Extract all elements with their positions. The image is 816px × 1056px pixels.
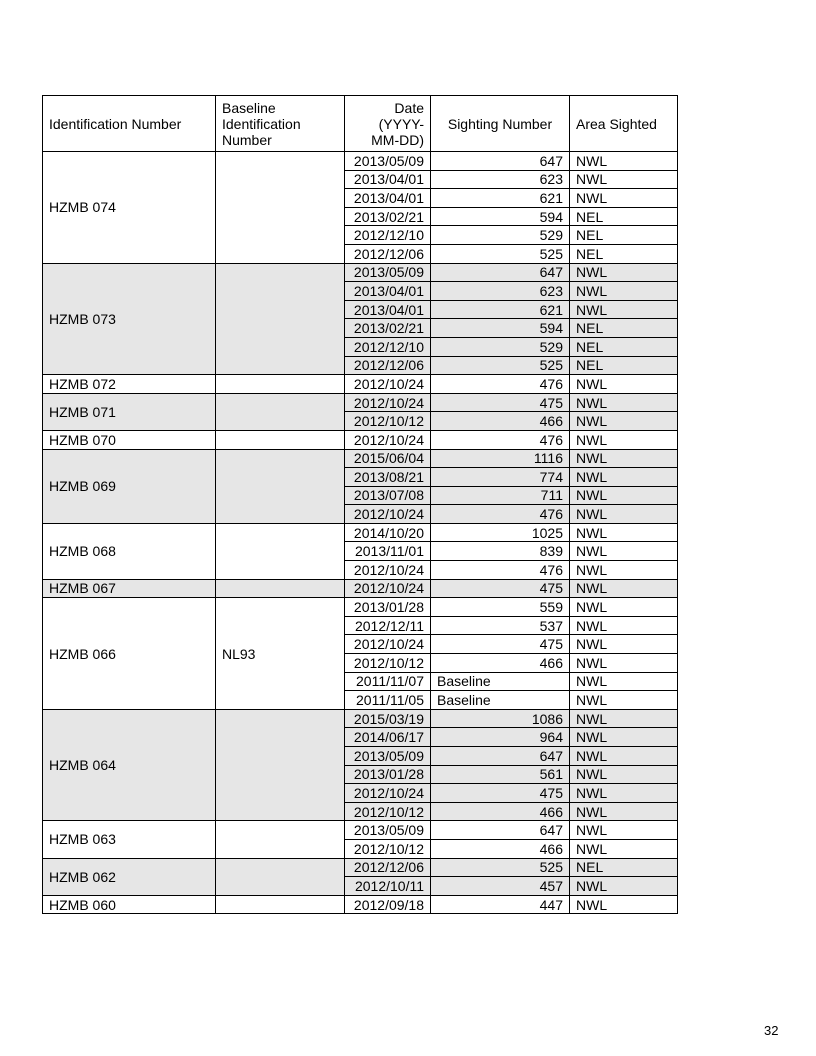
date-cell: 2013/07/08 bbox=[345, 486, 431, 505]
date-cell: 2013/04/01 bbox=[345, 189, 431, 208]
sightings-table bbox=[42, 95, 678, 914]
date-cell: 2012/12/06 bbox=[345, 858, 431, 877]
sighting-number-cell: 475 bbox=[431, 579, 570, 598]
area-sighted-cell: NWL bbox=[570, 189, 678, 208]
sighting-number-cell: 476 bbox=[431, 561, 570, 580]
baseline-identification-cell bbox=[216, 821, 345, 858]
area-sighted-cell: NWL bbox=[570, 393, 678, 412]
baseline-identification-cell bbox=[216, 579, 345, 598]
date-cell: 2012/12/11 bbox=[345, 616, 431, 635]
area-sighted-cell: NWL bbox=[570, 616, 678, 635]
date-cell: 2013/05/09 bbox=[345, 747, 431, 766]
area-sighted-cell: NWL bbox=[570, 505, 678, 524]
area-sighted-cell: NWL bbox=[570, 895, 678, 914]
area-sighted-cell: NWL bbox=[570, 579, 678, 598]
date-cell: 2012/09/18 bbox=[345, 895, 431, 914]
header-area-sighted: Area Sighted bbox=[570, 96, 678, 152]
area-sighted-cell: NEL bbox=[570, 207, 678, 226]
date-cell: 2012/10/24 bbox=[345, 784, 431, 803]
header-sighting-number: Sighting Number bbox=[431, 96, 570, 152]
identification-number-cell: HZMB 071 bbox=[43, 393, 216, 430]
date-cell: 2013/01/28 bbox=[345, 765, 431, 784]
sighting-number-cell: 447 bbox=[431, 895, 570, 914]
date-cell: 2011/11/05 bbox=[345, 691, 431, 710]
date-cell: 2012/10/12 bbox=[345, 654, 431, 673]
area-sighted-cell: NEL bbox=[570, 226, 678, 245]
area-sighted-cell: NWL bbox=[570, 821, 678, 840]
header-identification-number: Identification Number bbox=[43, 96, 216, 152]
identification-number-cell: HZMB 068 bbox=[43, 523, 216, 579]
sighting-number-cell: 711 bbox=[431, 486, 570, 505]
table-row bbox=[43, 895, 678, 914]
sighting-number-cell: 647 bbox=[431, 263, 570, 282]
sighting-number-cell: 623 bbox=[431, 170, 570, 189]
table-row bbox=[43, 523, 678, 542]
date-cell: 2012/12/06 bbox=[345, 356, 431, 375]
date-cell: 2013/05/09 bbox=[345, 821, 431, 840]
date-cell: 2015/06/04 bbox=[345, 449, 431, 468]
sighting-number-cell: 525 bbox=[431, 356, 570, 375]
area-sighted-cell: NWL bbox=[570, 839, 678, 858]
table-row bbox=[43, 393, 678, 412]
area-sighted-cell: NWL bbox=[570, 598, 678, 617]
sighting-number-cell: 476 bbox=[431, 430, 570, 449]
sighting-number-cell: 621 bbox=[431, 300, 570, 319]
area-sighted-cell: NWL bbox=[570, 430, 678, 449]
identification-number-cell: HZMB 060 bbox=[43, 895, 216, 914]
identification-number-cell: HZMB 064 bbox=[43, 709, 216, 821]
area-sighted-cell: NWL bbox=[570, 765, 678, 784]
sighting-number-cell: 1116 bbox=[431, 449, 570, 468]
baseline-identification-cell bbox=[216, 449, 345, 523]
date-cell: 2014/06/17 bbox=[345, 728, 431, 747]
sighting-number-cell: 839 bbox=[431, 542, 570, 561]
area-sighted-cell: NWL bbox=[570, 877, 678, 896]
area-sighted-cell: NWL bbox=[570, 468, 678, 487]
table-row bbox=[43, 709, 678, 728]
area-sighted-cell: NWL bbox=[570, 654, 678, 673]
sighting-number-cell: 475 bbox=[431, 635, 570, 654]
date-cell: 2013/11/01 bbox=[345, 542, 431, 561]
header-date: Date (YYYY-MM-DD) bbox=[345, 96, 431, 152]
identification-number-cell: HZMB 063 bbox=[43, 821, 216, 858]
date-cell: 2012/10/24 bbox=[345, 430, 431, 449]
page-number: 32 bbox=[764, 1023, 779, 1038]
sighting-number-cell: 476 bbox=[431, 505, 570, 524]
identification-number-cell: HZMB 069 bbox=[43, 449, 216, 523]
date-cell: 2012/10/24 bbox=[345, 635, 431, 654]
identification-number-cell: HZMB 062 bbox=[43, 858, 216, 895]
date-cell: 2012/12/10 bbox=[345, 337, 431, 356]
area-sighted-cell: NWL bbox=[570, 282, 678, 301]
area-sighted-cell: NWL bbox=[570, 412, 678, 431]
area-sighted-cell: NWL bbox=[570, 728, 678, 747]
baseline-identification-cell bbox=[216, 263, 345, 375]
table-row bbox=[43, 263, 678, 282]
date-cell: 2012/10/11 bbox=[345, 877, 431, 896]
area-sighted-cell: NWL bbox=[570, 747, 678, 766]
date-cell: 2013/02/21 bbox=[345, 319, 431, 338]
area-sighted-cell: NWL bbox=[570, 784, 678, 803]
header-baseline-identification-number: Baseline Identification Number bbox=[216, 96, 345, 152]
table-row bbox=[43, 375, 678, 394]
identification-number-cell: HZMB 067 bbox=[43, 579, 216, 598]
sighting-number-cell: 466 bbox=[431, 654, 570, 673]
area-sighted-cell: NWL bbox=[570, 709, 678, 728]
identification-number-cell: HZMB 066 bbox=[43, 598, 216, 710]
date-cell: 2012/10/24 bbox=[345, 375, 431, 394]
sighting-number-cell: 457 bbox=[431, 877, 570, 896]
area-sighted-cell: NWL bbox=[570, 449, 678, 468]
area-sighted-cell: NWL bbox=[570, 523, 678, 542]
sighting-number-cell: 525 bbox=[431, 858, 570, 877]
sighting-number-cell: 529 bbox=[431, 226, 570, 245]
date-cell: 2013/05/09 bbox=[345, 263, 431, 282]
date-cell: 2013/08/21 bbox=[345, 468, 431, 487]
sighting-number-cell: 559 bbox=[431, 598, 570, 617]
baseline-identification-cell bbox=[216, 895, 345, 914]
baseline-identification-cell bbox=[216, 430, 345, 449]
sighting-number-cell: 623 bbox=[431, 282, 570, 301]
table-row bbox=[43, 821, 678, 840]
table-row bbox=[43, 449, 678, 468]
sighting-number-cell: 475 bbox=[431, 393, 570, 412]
area-sighted-cell: NWL bbox=[570, 672, 678, 691]
sighting-number-cell: 476 bbox=[431, 375, 570, 394]
sightings-table-body bbox=[43, 96, 678, 914]
date-cell: 2013/05/09 bbox=[345, 152, 431, 171]
area-sighted-cell: NWL bbox=[570, 263, 678, 282]
date-cell: 2014/10/20 bbox=[345, 523, 431, 542]
area-sighted-cell: NWL bbox=[570, 635, 678, 654]
sighting-number-cell: 647 bbox=[431, 821, 570, 840]
sighting-number-cell: 1025 bbox=[431, 523, 570, 542]
date-cell: 2013/02/21 bbox=[345, 207, 431, 226]
identification-number-cell: HZMB 072 bbox=[43, 375, 216, 394]
date-cell: 2013/04/01 bbox=[345, 282, 431, 301]
date-cell: 2012/10/12 bbox=[345, 412, 431, 431]
sighting-number-cell: 594 bbox=[431, 207, 570, 226]
sighting-number-cell: 647 bbox=[431, 152, 570, 171]
area-sighted-cell: NEL bbox=[570, 244, 678, 263]
sighting-number-cell: 475 bbox=[431, 784, 570, 803]
area-sighted-cell: NWL bbox=[570, 691, 678, 710]
date-cell: 2012/10/24 bbox=[345, 505, 431, 524]
date-cell: 2011/11/07 bbox=[345, 672, 431, 691]
date-cell: 2013/04/01 bbox=[345, 300, 431, 319]
sighting-number-cell: 964 bbox=[431, 728, 570, 747]
area-sighted-cell: NWL bbox=[570, 152, 678, 171]
table-row bbox=[43, 430, 678, 449]
sighting-number-cell: 774 bbox=[431, 468, 570, 487]
sighting-number-cell: Baseline bbox=[431, 691, 570, 710]
area-sighted-cell: NWL bbox=[570, 375, 678, 394]
date-cell: 2012/10/24 bbox=[345, 393, 431, 412]
area-sighted-cell: NEL bbox=[570, 319, 678, 338]
baseline-identification-cell bbox=[216, 523, 345, 579]
header-row bbox=[43, 96, 678, 152]
sighting-number-cell: 525 bbox=[431, 244, 570, 263]
table-row bbox=[43, 579, 678, 598]
date-cell: 2013/04/01 bbox=[345, 170, 431, 189]
sighting-number-cell: 1086 bbox=[431, 709, 570, 728]
sighting-number-cell: 621 bbox=[431, 189, 570, 208]
table-row bbox=[43, 598, 678, 617]
table-row bbox=[43, 152, 678, 171]
baseline-identification-cell bbox=[216, 152, 345, 264]
baseline-identification-cell bbox=[216, 393, 345, 430]
area-sighted-cell: NWL bbox=[570, 561, 678, 580]
area-sighted-cell: NWL bbox=[570, 300, 678, 319]
date-cell: 2013/01/28 bbox=[345, 598, 431, 617]
date-cell: 2012/10/12 bbox=[345, 802, 431, 821]
sighting-number-cell: Baseline bbox=[431, 672, 570, 691]
sighting-number-cell: 466 bbox=[431, 839, 570, 858]
identification-number-cell: HZMB 070 bbox=[43, 430, 216, 449]
area-sighted-cell: NWL bbox=[570, 170, 678, 189]
area-sighted-cell: NEL bbox=[570, 337, 678, 356]
sighting-number-cell: 594 bbox=[431, 319, 570, 338]
sighting-number-cell: 529 bbox=[431, 337, 570, 356]
sighting-number-cell: 561 bbox=[431, 765, 570, 784]
area-sighted-cell: NWL bbox=[570, 542, 678, 561]
date-cell: 2015/03/19 bbox=[345, 709, 431, 728]
area-sighted-cell: NEL bbox=[570, 858, 678, 877]
date-cell: 2012/12/10 bbox=[345, 226, 431, 245]
table-row bbox=[43, 858, 678, 877]
date-cell: 2012/12/06 bbox=[345, 244, 431, 263]
area-sighted-cell: NWL bbox=[570, 486, 678, 505]
sighting-number-cell: 647 bbox=[431, 747, 570, 766]
sighting-number-cell: 466 bbox=[431, 802, 570, 821]
area-sighted-cell: NEL bbox=[570, 356, 678, 375]
baseline-identification-cell bbox=[216, 858, 345, 895]
baseline-identification-cell bbox=[216, 709, 345, 821]
identification-number-cell: HZMB 074 bbox=[43, 152, 216, 264]
date-cell: 2012/10/12 bbox=[345, 839, 431, 858]
sighting-number-cell: 537 bbox=[431, 616, 570, 635]
date-cell: 2012/10/24 bbox=[345, 579, 431, 598]
identification-number-cell: HZMB 073 bbox=[43, 263, 216, 375]
area-sighted-cell: NWL bbox=[570, 802, 678, 821]
baseline-identification-cell: NL93 bbox=[216, 598, 345, 710]
baseline-identification-cell bbox=[216, 375, 345, 394]
date-cell: 2012/10/24 bbox=[345, 561, 431, 580]
sighting-number-cell: 466 bbox=[431, 412, 570, 431]
